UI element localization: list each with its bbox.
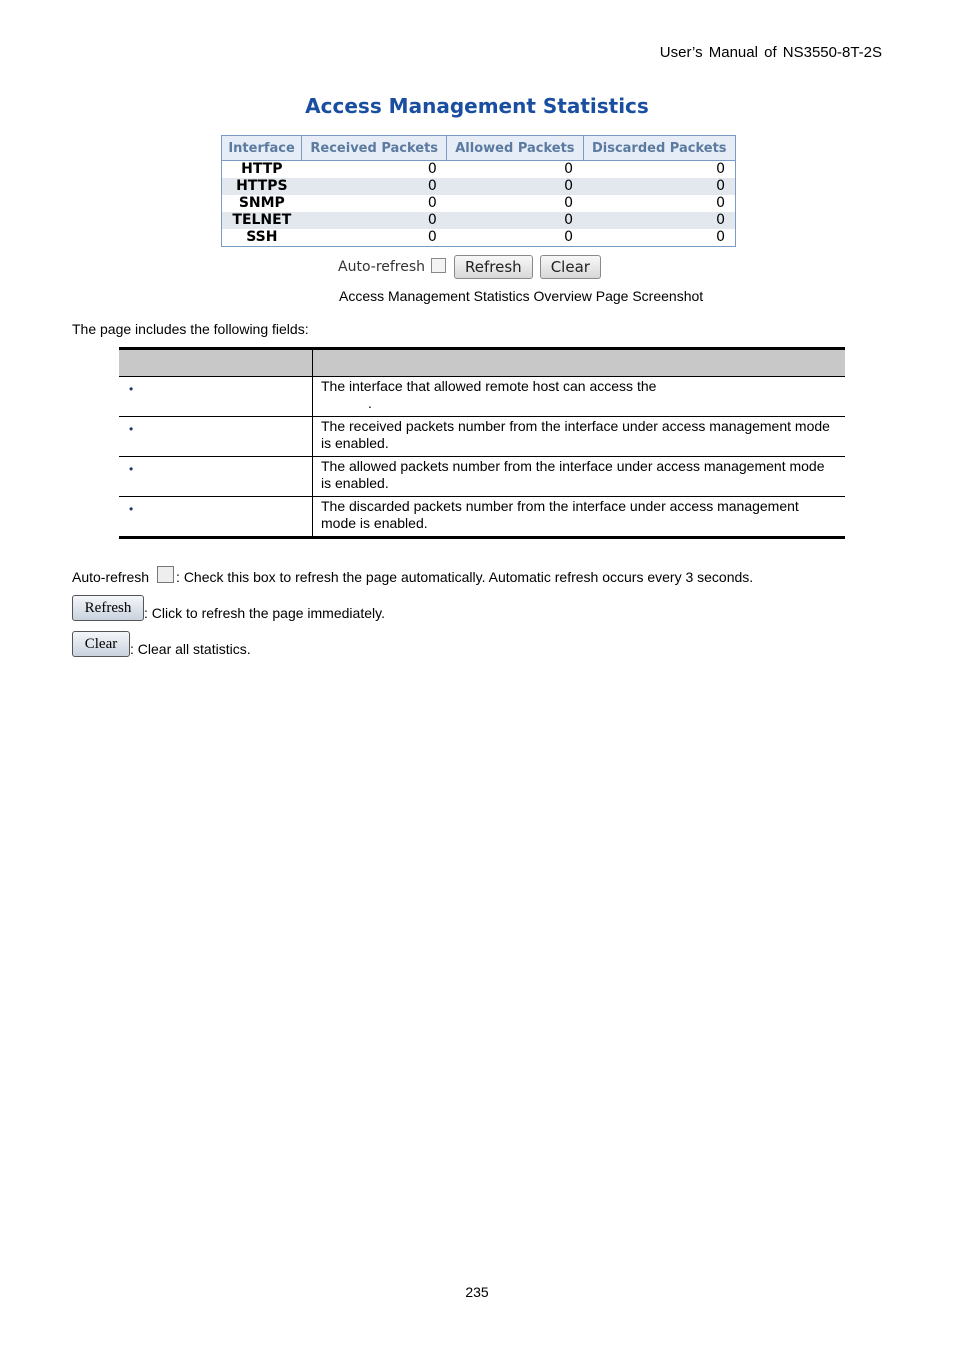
allowed-cell: 0 [564,229,574,245]
field-object-cell [119,377,313,417]
received-cell: 0 [427,195,437,211]
discarded-cell: 0 [716,195,725,211]
discarded-cell: 0 [716,161,725,177]
bullet-icon: • [129,422,134,436]
table-row [119,457,845,497]
field-description: The interface that allowed remote host can access the [321,378,657,394]
table-row [222,161,736,179]
clear-help [72,631,251,657]
discarded-cell: 0 [716,229,725,245]
manual-header: User’s Manual of NS3550-8T-2S [659,44,882,61]
allowed-cell: 0 [564,161,574,177]
fields-header-object [119,349,313,377]
allowed-cell: 0 [564,195,574,211]
auto-refresh-help [72,568,753,585]
table-row [119,497,845,538]
col-discarded: Discarded Packets [583,136,735,161]
auto-refresh-help-label: Auto-refresh [72,569,150,585]
received-cell: 0 [427,161,437,177]
field-description: The received packets number from the interface under access management mode is enabled. [313,417,846,457]
interface-cell: SSH [246,229,278,245]
bullet-icon: • [129,462,134,476]
auto-refresh-checkbox[interactable] [431,258,446,273]
fields-header-description [313,349,846,377]
clear-button-image: Clear [72,631,130,657]
page-number: 235 [465,1284,489,1300]
checkbox-icon [157,566,174,583]
received-cell: 0 [302,212,447,229]
access-stats-table [221,135,736,247]
auto-refresh-label: Auto-refresh [338,259,426,275]
table-row [119,417,845,457]
table-row [222,229,736,247]
figure-caption: Access Management Statistics Overview Page Screenshot [339,288,704,304]
allowed-cell: 0 [447,178,583,195]
clear-button[interactable]: Clear [540,255,601,279]
stats-controls [338,254,608,280]
clear-help-text: : Clear all statistics. [130,641,251,657]
intro-text: The page includes the following fields: [72,321,309,337]
refresh-button[interactable]: Refresh [454,255,533,279]
field-object-cell [119,457,313,497]
auto-refresh-help-text: : Check this box to refresh the page automatically. Automatic refresh occurs every 3 seconds. [176,569,754,585]
field-description: The allowed packets number from the interface under access management mode is enabled. [313,457,846,497]
col-interface: Interface [222,136,302,161]
discarded-cell: 0 [583,212,735,229]
interface-cell: HTTP [241,161,283,177]
interface-cell: TELNET [222,212,302,229]
table-row [222,178,736,195]
bullet-icon: • [129,382,134,396]
screenshot-title: Access Management Statistics [305,94,649,118]
refresh-help-text: : Click to refresh the page immediately. [144,605,385,621]
col-received: Received Packets [302,136,447,161]
col-allowed: Allowed Packets [447,136,583,161]
table-row [222,212,736,229]
received-cell: 0 [302,178,447,195]
received-cell: 0 [427,229,437,245]
discarded-cell: 0 [583,178,735,195]
allowed-cell: 0 [447,212,583,229]
field-object-cell [119,497,313,538]
refresh-button-image: Refresh [72,595,144,621]
interface-cell: HTTPS [222,178,302,195]
field-object-cell [119,417,313,457]
field-description-cell [313,377,846,417]
field-description: The discarded packets number from the interface under access management mode is enabled. [313,497,846,538]
table-row [222,195,736,212]
field-description-line2: . [368,395,372,411]
fields-table [119,347,845,539]
interface-cell: SNMP [238,195,285,211]
bullet-icon: • [129,502,134,516]
table-row [119,377,845,417]
refresh-help [72,595,385,621]
